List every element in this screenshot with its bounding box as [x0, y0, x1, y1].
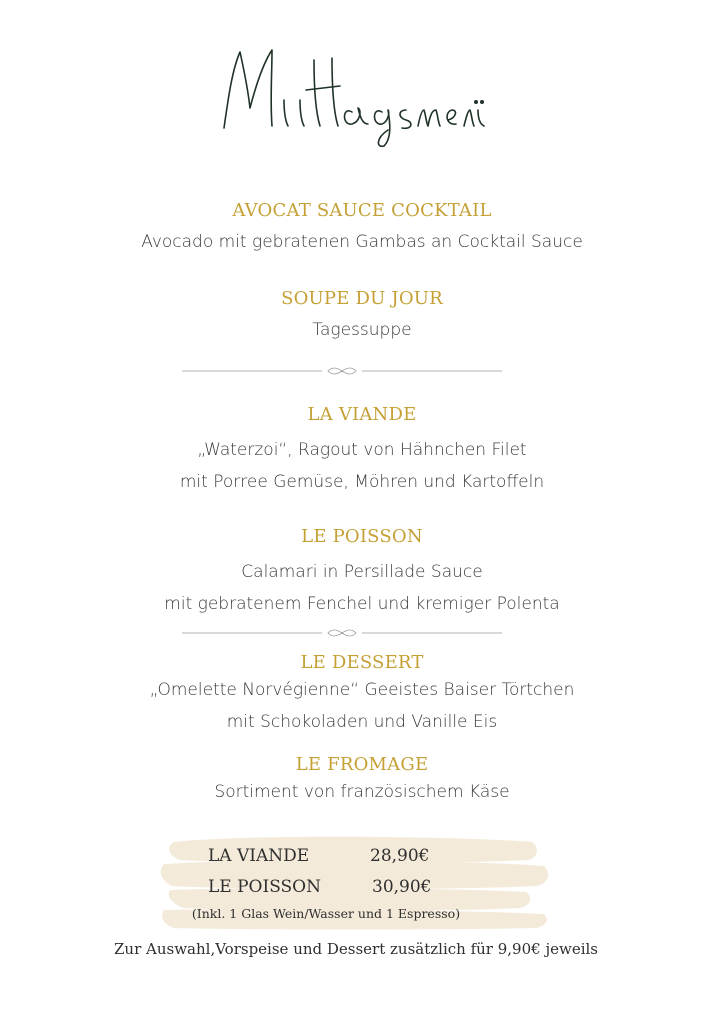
course-heading-soup: SOUPE DU JOUR: [281, 288, 443, 309]
course-description-line: mit Porree Gemüse, Möhren und Kartoffeln: [179, 472, 545, 492]
course-description-line: Sortiment von französischem Käse: [214, 782, 510, 802]
course-description-line: Calamari in Persillade Sauce: [241, 562, 483, 582]
price-value-fish: 30,90€: [372, 877, 432, 897]
course-heading-starter: AVOCAT SAUCE COCKTAIL: [232, 200, 492, 221]
course-heading-fish: LE POISSON: [301, 526, 423, 547]
course-description-line: mit Schokoladen und Vanille Eis: [226, 712, 498, 732]
ornament-divider: [182, 628, 502, 638]
course-heading-meat: LA VIANDE: [307, 404, 417, 425]
price-inclusion-note: (Inkl. 1 Glas Wein/Wasser und 1 Espresso): [191, 906, 461, 921]
course-heading-dessert: LE DESSERT: [300, 652, 424, 673]
course-description-line: „Waterzoi“, Ragout von Hähnchen Filet: [197, 440, 527, 460]
course-description-line: „Omelette Norvégienne“ Geeistes Baiser Törtchen: [149, 680, 575, 700]
course-description-line: mit gebratenem Fenchel und kremiger Polenta: [164, 594, 560, 614]
menu-title-script: [210, 30, 490, 150]
ornament-divider: [182, 366, 502, 376]
course-heading-cheese: LE FROMAGE: [295, 754, 429, 775]
footer-note: Zur Auswahl,Vorspeise und Dessert zusätzlich für 9,90€ jeweils: [114, 940, 598, 958]
price-value-meat: 28,90€: [370, 846, 430, 866]
course-description-line: Avocado mit gebratenen Gambas an Cocktail Sauce: [141, 232, 583, 252]
price-label-meat: LA VIANDE: [208, 846, 310, 866]
course-description-line: Tagessuppe: [312, 320, 412, 340]
price-label-fish: LE POISSON: [208, 877, 321, 897]
